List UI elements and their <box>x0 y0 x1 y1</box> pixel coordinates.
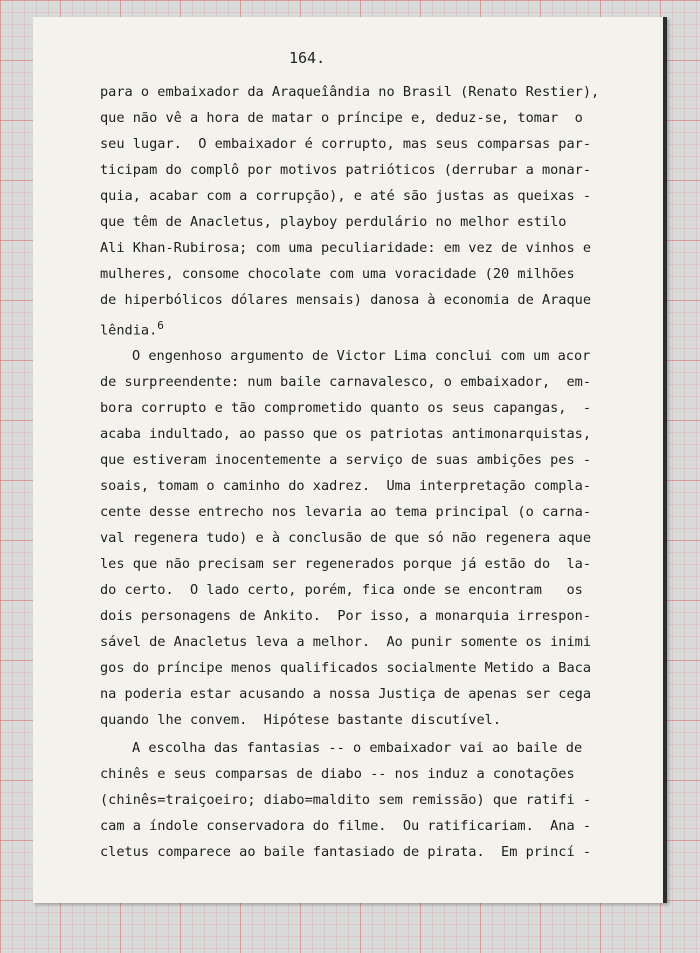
text-line: les que não precisam ser regenerados porque já estão do la- <box>100 556 592 572</box>
text-line: que têm de Anacletus, playboy perdulário no melhor estilo <box>100 214 567 230</box>
text-line: cletus comparece ao baile fantasiado de pirata. Em princí - <box>100 844 592 860</box>
text-line: quia, acabar com a corrupção), e até são justas as queixas - <box>100 188 592 204</box>
text-line: na poderia estar acusando a nossa Justiça de apenas ser cega <box>100 686 592 702</box>
text-line: de surpreendente: num baile carnavalesco, o embaixador, em- <box>100 374 592 390</box>
text-line-content: lêndia. <box>100 322 158 339</box>
text-line: dois personagens de Ankito. Por isso, a monarquia irrespon- <box>100 608 592 624</box>
text-line: (chinês=traiçoeiro; diabo=maldito sem remissão) que ratifi - <box>100 792 592 808</box>
text-line: ticipam do complô por motivos patrióticos (derrubar a monar- <box>100 162 592 178</box>
text-line: chinês e seus comparsas de diabo -- nos induz a conotações <box>100 766 575 782</box>
text-line: val regenera tudo) e à conclusão de que só não regenera aque <box>100 530 592 546</box>
text-line: seu lugar. O embaixador é corrupto, mas seus comparsas par- <box>100 136 592 152</box>
text-line: mulheres, consome chocolate com uma voracidade (20 milhões <box>100 266 575 282</box>
text-line: do certo. O lado certo, porém, fica onde se encontram os <box>100 582 583 598</box>
text-line: soais, tomam o caminho do xadrez. Uma interpretação compla- <box>100 478 592 494</box>
paragraph-start-line: A escolha das fantasias -- o embaixador vai ao baile de <box>132 740 583 756</box>
text-line: que não vê a hora de matar o príncipe e, deduz-se, tomar o <box>100 110 583 126</box>
text-line: cam a índole conservadora do filme. Ou ratificariam. Ana - <box>100 818 592 834</box>
text-line: gos do príncipe menos qualificados socialmente Metido a Baca <box>100 660 592 676</box>
text-line: quando lhe convem. Hipótese bastante discutível. <box>100 712 502 728</box>
text-line: bora corrupto e tão comprometido quanto os seus capangas, - <box>100 400 592 416</box>
text-line <box>100 317 615 340</box>
footnote-marker: 6 <box>157 319 164 332</box>
text-line: acaba indultado, ao passo que os patriotas antimonarquistas, <box>100 426 592 442</box>
paragraph-start-line: O engenhoso argumento de Victor Lima conclui com um acor <box>132 348 591 364</box>
text-line: cente desse entrecho nos levaria ao tema principal (o carna- <box>100 504 592 520</box>
text-line: de hiperbólicos dólares mensais) danosa à economia de Araque <box>100 292 592 308</box>
text-line: Ali Khan-Rubirosa; com uma peculiaridade: em vez de vinhos e <box>100 240 592 256</box>
text-line: sável de Anacletus leva a melhor. Ao punir somente os inimi <box>100 634 592 650</box>
text-line: que estiveram inocentemente a serviço de suas ambições pes - <box>100 452 592 468</box>
text-line: para o embaixador da Araqueîândia no Brasil (Renato Restier), <box>100 84 600 100</box>
document-page <box>33 17 667 903</box>
page-number: 164. <box>289 49 326 67</box>
